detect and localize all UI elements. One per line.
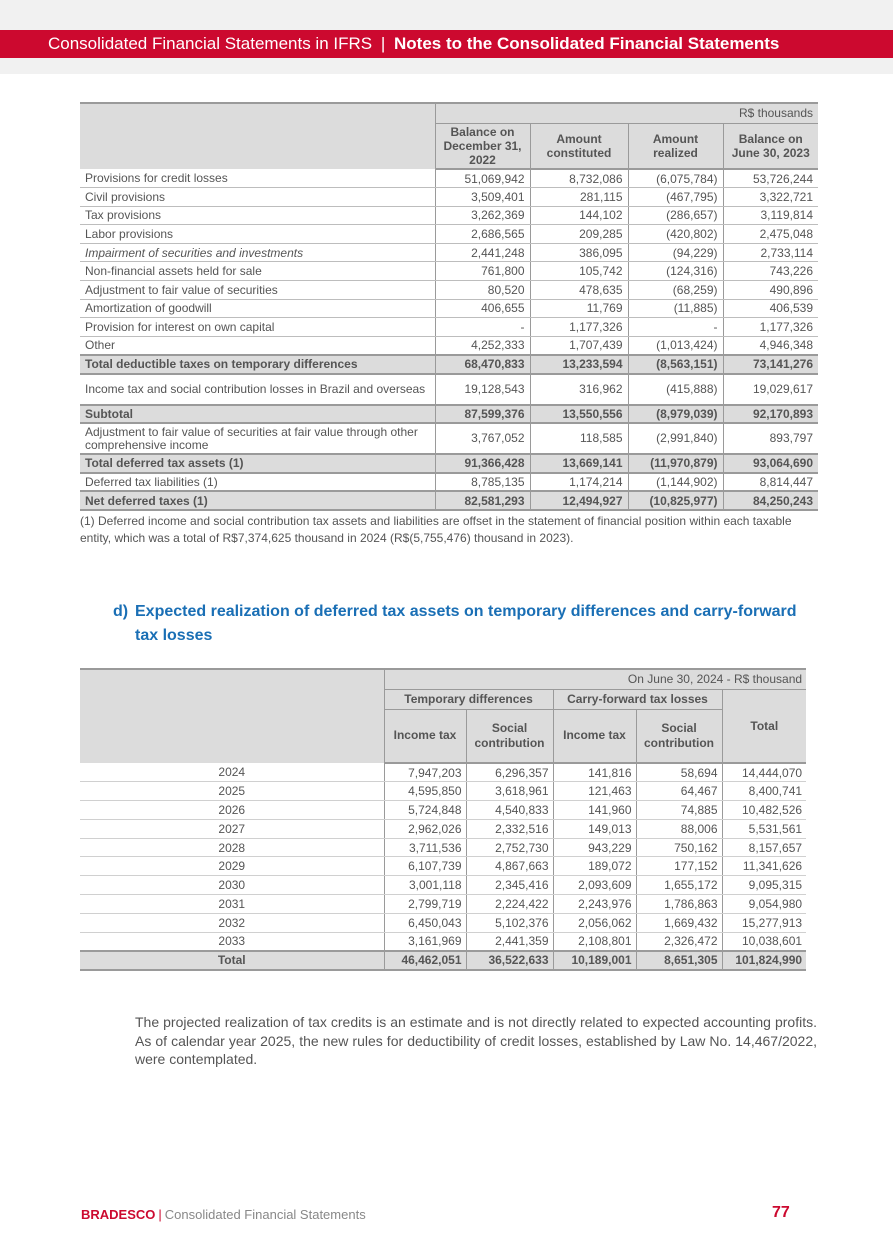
- cell-value: 2,108,801: [553, 932, 636, 951]
- cell-value: -: [628, 318, 723, 337]
- cell-value: 36,522,633: [466, 951, 553, 970]
- cell-value: 1,177,326: [530, 318, 628, 337]
- row-year: 2033: [80, 932, 384, 951]
- table-row: [80, 225, 818, 244]
- group-header-temporary: Temporary differences: [384, 689, 553, 709]
- table-row: [80, 763, 806, 782]
- cell-value: 761,800: [435, 262, 530, 281]
- cell-value: 53,726,244: [723, 169, 818, 188]
- cell-value: 13,233,594: [530, 355, 628, 374]
- cell-value: 13,550,556: [530, 405, 628, 424]
- cell-value: 2,326,472: [636, 932, 722, 951]
- total-row: [80, 491, 818, 510]
- page-number: 77: [772, 1204, 790, 1221]
- cell-value: 13,669,141: [530, 454, 628, 473]
- cell-value: 118,585: [530, 423, 628, 454]
- table-corner: [80, 103, 435, 169]
- cell-value: 8,785,135: [435, 473, 530, 492]
- cell-value: 88,006: [636, 819, 722, 838]
- row-label: Provision for interest on own capital: [80, 318, 435, 337]
- table-row: [80, 423, 818, 454]
- body-paragraph: The projected realization of tax credits is an estimate and is not directly related to expected accounting profits. As of calendar year 2025, the new rules for deductibility of credit losses, established by Law No. 14,467/2022, were contemplated.: [135, 1014, 817, 1067]
- cell-value: 2,093,609: [553, 876, 636, 895]
- subtotal-row: [80, 405, 818, 424]
- cell-value: 12,494,927: [530, 491, 628, 510]
- cell-value: 8,157,657: [722, 838, 806, 857]
- table-row: [80, 932, 806, 951]
- cell-value: 1,655,172: [636, 876, 722, 895]
- row-year: 2028: [80, 838, 384, 857]
- cell-value: 51,069,942: [435, 169, 530, 188]
- cell-value: 209,285: [530, 225, 628, 244]
- table-row: [80, 318, 818, 337]
- row-label: Deferred tax liabilities (1): [80, 473, 435, 492]
- cell-value: 177,152: [636, 857, 722, 876]
- cell-value: (124,316): [628, 262, 723, 281]
- cell-value: 101,824,990: [722, 951, 806, 970]
- page-footer: [81, 1207, 366, 1222]
- row-year: 2027: [80, 819, 384, 838]
- cell-value: 19,128,543: [435, 374, 530, 405]
- cell-value: (8,563,151): [628, 355, 723, 374]
- group-header-carry-forward: Carry-forward tax losses: [553, 689, 722, 709]
- cell-value: 2,441,359: [466, 932, 553, 951]
- cell-value: (467,795): [628, 188, 723, 207]
- cell-value: 750,162: [636, 838, 722, 857]
- cell-value: 281,115: [530, 188, 628, 207]
- cell-value: (2,991,840): [628, 423, 723, 454]
- cell-value: 1,177,326: [723, 318, 818, 337]
- cell-value: (11,885): [628, 299, 723, 318]
- table-corner: [80, 669, 384, 763]
- row-year: 2024: [80, 763, 384, 782]
- table-row: [80, 913, 806, 932]
- cell-value: (6,075,784): [628, 169, 723, 188]
- cell-value: 74,885: [636, 801, 722, 820]
- cell-value: 5,724,848: [384, 801, 466, 820]
- total-row: [80, 951, 806, 970]
- cell-value: 2,475,048: [723, 225, 818, 244]
- cell-value: 4,540,833: [466, 801, 553, 820]
- cell-value: 189,072: [553, 857, 636, 876]
- cell-value: 1,707,439: [530, 336, 628, 355]
- deferred-taxes-table: [80, 102, 818, 511]
- row-year: 2030: [80, 876, 384, 895]
- cell-value: 2,686,565: [435, 225, 530, 244]
- table-row: [80, 819, 806, 838]
- table-row: [80, 206, 818, 225]
- cell-value: 1,669,432: [636, 913, 722, 932]
- cell-value: 2,733,114: [723, 243, 818, 262]
- cell-value: 1,174,214: [530, 473, 628, 492]
- cell-value: 105,742: [530, 262, 628, 281]
- cell-value: 91,366,428: [435, 454, 530, 473]
- cell-value: 478,635: [530, 281, 628, 300]
- cell-value: 4,946,348: [723, 336, 818, 355]
- cell-value: (286,657): [628, 206, 723, 225]
- row-year: 2032: [80, 913, 384, 932]
- cell-value: 58,694: [636, 763, 722, 782]
- cell-value: 943,229: [553, 838, 636, 857]
- cell-value: 144,102: [530, 206, 628, 225]
- column-header: Amount realized: [628, 123, 723, 169]
- cell-value: 8,814,447: [723, 473, 818, 492]
- cell-value: 3,509,401: [435, 188, 530, 207]
- cell-value: 490,896: [723, 281, 818, 300]
- cell-value: 73,141,276: [723, 355, 818, 374]
- row-label: Impairment of securities and investments: [80, 243, 435, 262]
- total-row: [80, 454, 818, 473]
- cell-value: -: [435, 318, 530, 337]
- cell-value: 9,095,315: [722, 876, 806, 895]
- column-header-total: Total: [722, 689, 806, 763]
- header-title-left: Consolidated Financial Statements in IFRS: [48, 34, 373, 53]
- cell-value: 8,400,741: [722, 782, 806, 801]
- row-label: Net deferred taxes (1): [80, 491, 435, 510]
- row-label: Total deductible taxes on temporary differences: [80, 355, 435, 374]
- cell-value: 5,102,376: [466, 913, 553, 932]
- cell-value: 893,797: [723, 423, 818, 454]
- row-label: Other: [80, 336, 435, 355]
- cell-value: 7,947,203: [384, 763, 466, 782]
- realization-table: [80, 668, 806, 971]
- cell-value: 93,064,690: [723, 454, 818, 473]
- cell-value: 121,463: [553, 782, 636, 801]
- cell-value: 406,539: [723, 299, 818, 318]
- cell-value: 10,038,601: [722, 932, 806, 951]
- row-label: Amortization of goodwill: [80, 299, 435, 318]
- brand-name: BRADESCO: [81, 1207, 156, 1222]
- table-unit: R$ thousands: [435, 103, 818, 123]
- section-title: Expected realization of deferred tax assets on temporary differences and carry-forward tax losses: [135, 603, 797, 644]
- table-row: [80, 876, 806, 895]
- cell-value: (1,013,424): [628, 336, 723, 355]
- table-row: [80, 857, 806, 876]
- cell-value: (420,802): [628, 225, 723, 244]
- section-heading: [113, 600, 823, 648]
- cell-value: 3,001,118: [384, 876, 466, 895]
- cell-value: 84,250,243: [723, 491, 818, 510]
- column-header: Social contribution: [636, 709, 722, 763]
- cell-value: 3,618,961: [466, 782, 553, 801]
- cell-value: 141,960: [553, 801, 636, 820]
- cell-value: 10,189,001: [553, 951, 636, 970]
- cell-value: 87,599,376: [435, 405, 530, 424]
- cell-value: 19,029,617: [723, 374, 818, 405]
- table-row: [80, 473, 818, 492]
- row-year: 2025: [80, 782, 384, 801]
- cell-value: 9,054,980: [722, 895, 806, 914]
- cell-value: 3,262,369: [435, 206, 530, 225]
- table-row: [80, 336, 818, 355]
- section-letter: d): [113, 603, 129, 620]
- table-row: [80, 262, 818, 281]
- row-year: 2031: [80, 895, 384, 914]
- cell-value: 2,962,026: [384, 819, 466, 838]
- cell-value: 3,711,536: [384, 838, 466, 857]
- row-year: 2026: [80, 801, 384, 820]
- table-footnote: (1) Deferred income and social contribution tax assets and liabilities are offset in the statement of financial position within each taxable entity, which was a total of R$7,374,625 thousand in 2024 (R$(5,755,476) thousand in 2023).: [80, 514, 792, 545]
- cell-value: 46,462,051: [384, 951, 466, 970]
- cell-value: 10,482,526: [722, 801, 806, 820]
- column-header: Amount constituted: [530, 123, 628, 169]
- cell-value: 141,816: [553, 763, 636, 782]
- cell-value: (11,970,879): [628, 454, 723, 473]
- cell-value: 386,095: [530, 243, 628, 262]
- cell-value: 14,444,070: [722, 763, 806, 782]
- row-label: Income tax and social contribution losses in Brazil and overseas: [80, 374, 435, 405]
- cell-value: 149,013: [553, 819, 636, 838]
- cell-value: 2,441,248: [435, 243, 530, 262]
- row-year: Total: [80, 951, 384, 970]
- cell-value: (8,979,039): [628, 405, 723, 424]
- row-label: Subtotal: [80, 405, 435, 424]
- column-header: Income tax: [384, 709, 466, 763]
- cell-value: 406,655: [435, 299, 530, 318]
- row-label: Adjustment to fair value of securities: [80, 281, 435, 300]
- table-row: [80, 895, 806, 914]
- column-header: Balance on June 30, 2023: [723, 123, 818, 169]
- cell-value: 316,962: [530, 374, 628, 405]
- cell-value: 2,752,730: [466, 838, 553, 857]
- cell-value: 2,345,416: [466, 876, 553, 895]
- table-row: [80, 169, 818, 188]
- cell-value: 2,056,062: [553, 913, 636, 932]
- cell-value: 6,450,043: [384, 913, 466, 932]
- cell-value: 8,651,305: [636, 951, 722, 970]
- cell-value: 6,107,739: [384, 857, 466, 876]
- cell-value: 743,226: [723, 262, 818, 281]
- table-row: [80, 801, 806, 820]
- cell-value: 4,252,333: [435, 336, 530, 355]
- table-row: [80, 299, 818, 318]
- cell-value: 6,296,357: [466, 763, 553, 782]
- footer-separator: |: [158, 1207, 162, 1222]
- column-header: Social contribution: [466, 709, 553, 763]
- footer-text: Consolidated Financial Statements: [164, 1207, 366, 1222]
- cell-value: 2,224,422: [466, 895, 553, 914]
- cell-value: 4,867,663: [466, 857, 553, 876]
- cell-value: (68,259): [628, 281, 723, 300]
- cell-value: 3,767,052: [435, 423, 530, 454]
- row-label: Adjustment to fair value of securities at fair value through other comprehensive income: [80, 423, 435, 454]
- column-header: Income tax: [553, 709, 636, 763]
- cell-value: 5,531,561: [722, 819, 806, 838]
- row-label: Non-financial assets held for sale: [80, 262, 435, 281]
- cell-value: (10,825,977): [628, 491, 723, 510]
- cell-value: 15,277,913: [722, 913, 806, 932]
- table-row: [80, 782, 806, 801]
- table-row: [80, 374, 818, 405]
- table-row: [80, 243, 818, 262]
- cell-value: 2,243,976: [553, 895, 636, 914]
- table-row: [80, 188, 818, 207]
- cell-value: 4,595,850: [384, 782, 466, 801]
- cell-value: 8,732,086: [530, 169, 628, 188]
- header-separator: |: [380, 34, 386, 53]
- table-row: [80, 838, 806, 857]
- row-label: Total deferred tax assets (1): [80, 454, 435, 473]
- table-unit: On June 30, 2024 - R$ thousand: [384, 669, 806, 689]
- cell-value: 68,470,833: [435, 355, 530, 374]
- row-label: Labor provisions: [80, 225, 435, 244]
- table-row: [80, 281, 818, 300]
- column-header: Balance on December 31, 2022: [435, 123, 530, 169]
- row-label: Civil provisions: [80, 188, 435, 207]
- cell-value: 80,520: [435, 281, 530, 300]
- cell-value: 64,467: [636, 782, 722, 801]
- cell-value: (1,144,902): [628, 473, 723, 492]
- cell-value: 1,786,863: [636, 895, 722, 914]
- cell-value: 2,799,719: [384, 895, 466, 914]
- cell-value: 3,322,721: [723, 188, 818, 207]
- cell-value: 92,170,893: [723, 405, 818, 424]
- total-row: [80, 355, 818, 374]
- page-header: [0, 30, 893, 58]
- header-title-right: Notes to the Consolidated Financial Statements: [394, 34, 780, 53]
- cell-value: 11,769: [530, 299, 628, 318]
- cell-value: 2,332,516: [466, 819, 553, 838]
- cell-value: 11,341,626: [722, 857, 806, 876]
- cell-value: (415,888): [628, 374, 723, 405]
- row-label: Provisions for credit losses: [80, 169, 435, 188]
- cell-value: 3,161,969: [384, 932, 466, 951]
- cell-value: (94,229): [628, 243, 723, 262]
- cell-value: 82,581,293: [435, 491, 530, 510]
- cell-value: 3,119,814: [723, 206, 818, 225]
- row-year: 2029: [80, 857, 384, 876]
- row-label: Tax provisions: [80, 206, 435, 225]
